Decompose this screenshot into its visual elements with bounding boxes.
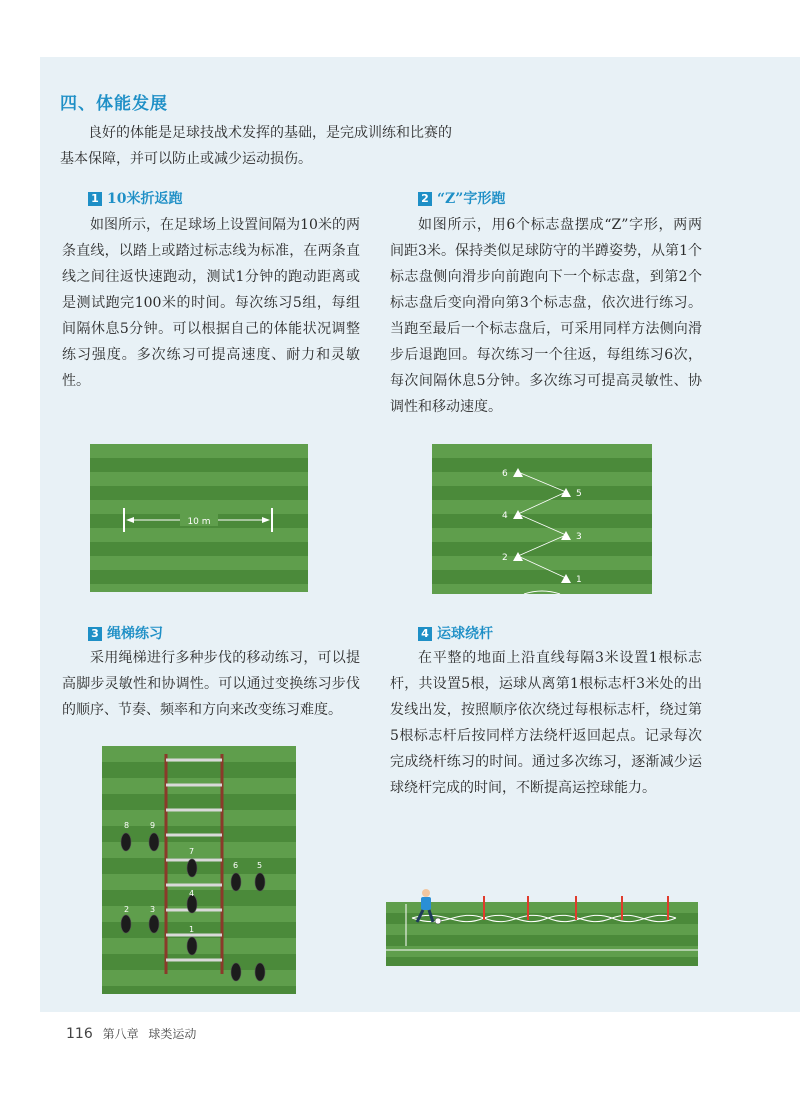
drill-1-text: 如图所示，在足球场上设置间隔为10米的两条直线，以踏上或踏过标志线为标准，在两条直线之间往返快速跑动，测试1分钟的跑动距离或是测试跑完100米的时间。每次练习5组，每组间隔休息5分钟。可以根据自己的体能状况调整练习强度。多次练习可提高速度、耐力和灵敏性。 (62, 217, 360, 389)
step-label-4: 4 (189, 889, 195, 898)
shuttle-run-figure (90, 444, 308, 592)
cone-label-2: 2 (502, 553, 508, 563)
drill-1-number: 1 (88, 192, 102, 206)
drill-4-heading (418, 623, 493, 643)
drill-2-text: 如图所示，用6个标志盘摆成“Z”字形，两两间距3米。保持类似足球防守的半蹲姿势，从第1个标志盘侧向滑步向前跑向下一个标志盘，到第2个标志盘后变向滑向第3个标志盘，依次进行练习。当跑至最后一个标志盘后，可采用同样方法侧向滑步后退跑回。每次练习一个往返，每组练习6次，每次间隔休息5分钟。多次练习可提高灵敏性、协调性和移动速度。 (390, 217, 702, 415)
drill-1-heading (88, 188, 182, 208)
intro-line-1: 良好的体能是足球技战术发挥的基础，是完成训练和比赛的 (88, 125, 452, 141)
drill-2-heading (418, 188, 505, 208)
section-title: 四、体能发展 (60, 94, 168, 114)
step-label-5: 5 (257, 861, 263, 870)
cone-label-6: 6 (502, 469, 508, 479)
drill-3-heading (88, 623, 163, 643)
drill-2-title: “Z”字形跑 (437, 191, 506, 207)
zigzag-run-figure (432, 444, 652, 594)
distance-label: 10 m (187, 517, 211, 527)
drill-2-number: 2 (418, 192, 432, 206)
step-label-1: 1 (189, 925, 195, 934)
footprint (231, 963, 241, 981)
chapter-number: 第八章 (102, 1027, 139, 1041)
step-label-7: 7 (189, 847, 195, 856)
cone-label-5: 5 (576, 489, 582, 499)
footprint (121, 833, 131, 851)
drill-3-text: 采用绳梯进行多种步伐的移动练习，可以提高脚步灵敏性和协调性。可以通过变换练习步伐的顺序、节奏、频率和方向来改变练习难度。 (62, 650, 360, 718)
page-number: 116 (66, 1026, 93, 1042)
drill-4-text: 在平整的地面上沿直线每隔3米设置1根标志杆，共设置5根，运球从离第1根标志杆3米处的出发线出发，按照顺序依次绕过每根标志杆，绕过第5根标志杆后按同样方法绕杆返回起点。记录每次完成绕杆练习的时间。通过多次练习，逐渐减少运球绕杆完成的时间，不断提高运控球能力。 (390, 650, 702, 796)
pole-dribble-figure (386, 884, 698, 966)
step-label-8: 8 (124, 821, 130, 830)
step-label-9: 9 (150, 821, 156, 830)
drill-4-title: 运球绕杆 (437, 626, 493, 642)
footprint (187, 859, 197, 877)
footprint (231, 873, 241, 891)
footprint (149, 915, 159, 933)
step-label-2: 2 (124, 905, 130, 914)
footprint (187, 937, 197, 955)
page-footer (66, 1025, 196, 1042)
drill-3-title: 绳梯练习 (107, 626, 163, 642)
rope-ladder-figure (102, 746, 296, 994)
footprint (255, 873, 265, 891)
intro-line-2: 基本保障，并可以防止或减少运动损伤。 (60, 151, 312, 167)
step-label-6: 6 (233, 861, 239, 870)
step-label-3: 3 (150, 905, 156, 914)
cone-label-4: 4 (502, 511, 508, 521)
chapter-title: 球类运动 (148, 1027, 197, 1041)
footprint (149, 833, 159, 851)
drill-3-number: 3 (88, 627, 102, 641)
cone-label-1: 1 (576, 575, 582, 585)
intro-paragraph (60, 120, 530, 172)
footprint (121, 915, 131, 933)
drill-4-number: 4 (418, 627, 432, 641)
footprint (255, 963, 265, 981)
cone-label-3: 3 (576, 532, 582, 542)
drill-1-title: 10米折返跑 (107, 191, 183, 207)
